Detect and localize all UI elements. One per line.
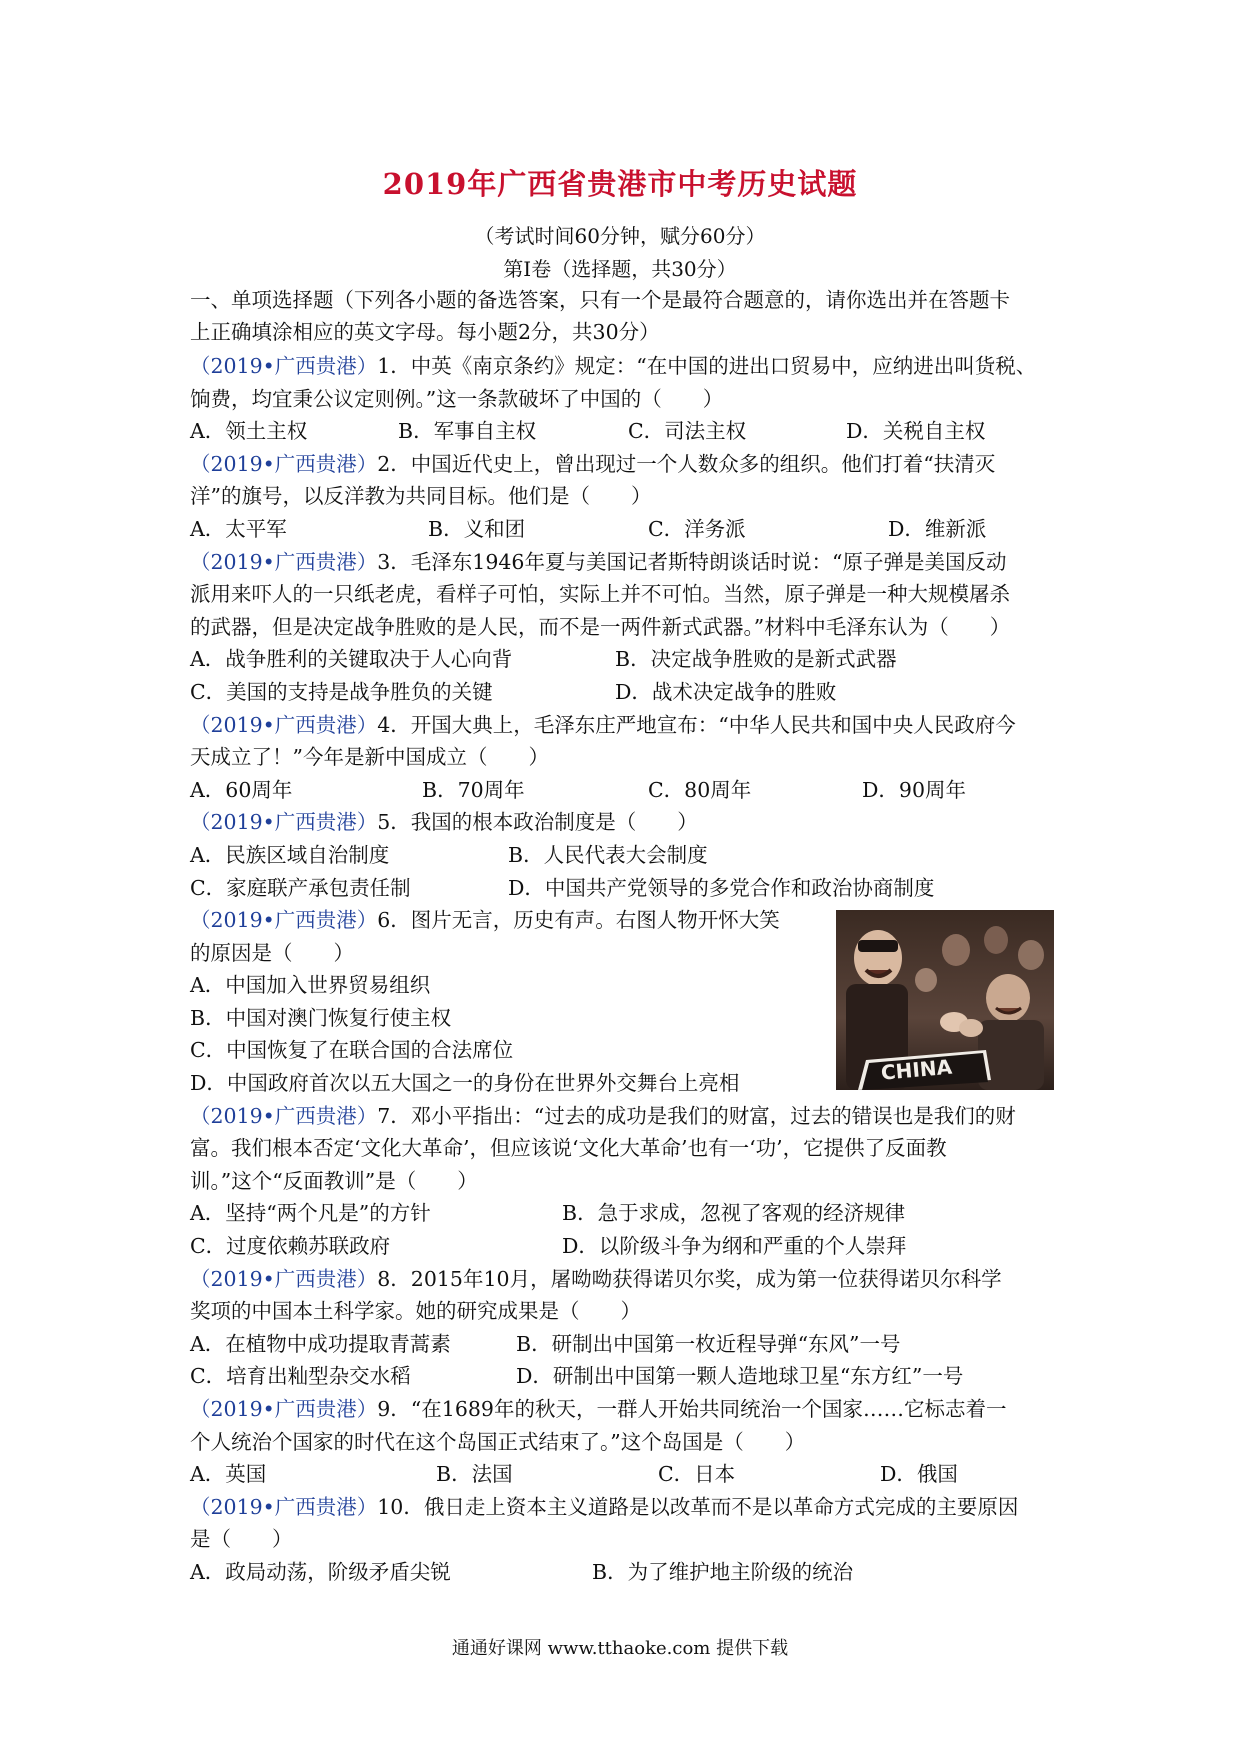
q5-options-row-2 [190,872,1070,905]
q10-line-2 [190,1523,1070,1556]
q7-line-3 [190,1165,1070,1198]
q9-stem-2: 个人统治个国家的时代在这个岛国正式结束了。”这个岛国是（ ） [190,1429,806,1454]
q8-options-row-1 [190,1328,1070,1361]
q3-line-3 [190,611,1070,644]
q9-option-a: A．英国 [190,1462,267,1487]
part-heading: 第Ⅰ卷（选择题，共30分） [503,257,737,281]
q5-line-1 [190,806,1070,839]
q1-option-c: C．司法主权 [628,419,747,444]
q4-stem-1: 4．开国大典上，毛泽东庄严地宣布：“中华人民共和国中央人民政府今 [377,712,1016,737]
page-title: 2019年广西省贵港市中考历史试题 [382,167,858,201]
q5-option-d: D．中国共产党领导的多党合作和政治协商制度 [508,875,935,900]
q1-option-a: A．领土主权 [190,419,308,444]
q10-options [190,1556,1070,1589]
photo-plaque-text: CHINA [880,1054,953,1085]
q7-stem-3: 训。”这个“反面教训”是（ ） [190,1168,478,1193]
q4-source: （2019•广西贵港） [190,712,378,737]
exam-info: （考试时间60分钟，赋分60分） [474,224,766,248]
q3-options-row-2 [190,676,1070,709]
q1-option-d: D．关税自主权 [846,419,986,444]
q1-option-b: B．军事自主权 [398,419,537,444]
q7-option-b: B．急于求成，忽视了客观的经济规律 [562,1201,906,1226]
q5-option-c: C．家庭联产承包责任制 [190,875,411,900]
q8-option-a: A．在植物中成功提取青蒿素 [190,1331,451,1356]
q10-stem-2: 是（ ） [190,1527,293,1552]
q1-source: （2019•广西贵港） [190,354,378,378]
q2-line-1 [190,448,1070,481]
q9-source: （2019•广西贵港） [190,1397,378,1421]
q1-stem-2: 饷费，均宜秉公议定则例。”这一条款破坏了中国的（ ） [190,386,724,411]
q6-option-d: D．中国政府首次以五大国之一的身份在世界外交舞台上亮相 [190,1071,740,1096]
q9-stem-1: 9．“在1689年的秋天，一群人开始共同统治一个国家……它标志着一 [377,1397,1007,1421]
q3-options-row-1 [190,643,1070,676]
q2-option-a: A．太平军 [190,516,287,541]
q7-option-c: C．过度依赖苏联政府 [190,1234,391,1259]
q2-stem-1: 2．中国近代史上，曾出现过一个人数众多的组织。他们打着“扶清灭 [377,451,996,476]
q8-option-b: B．研制出中国第一枚近程导弹“东风”一号 [516,1331,901,1356]
q3-option-d: D．战术决定战争的胜败 [615,679,837,704]
q2-source: （2019•广西贵港） [190,451,378,476]
q5-stem-1: 5．我国的根本政治制度是（ ） [377,810,698,835]
photo-illustration [836,910,1054,1090]
q4-option-b: B．70周年 [422,777,525,802]
q3-option-a: A．战争胜利的关键取决于人心向背 [190,647,513,672]
q5-option-a: A．民族区域自治制度 [190,842,390,867]
q6-option-b: B．中国对澳门恢复行使主权 [190,1005,452,1030]
q10-stem-1: 10．俄日走上资本主义道路是以改革而不是以革命方式完成的主要原因 [377,1494,1019,1519]
q8-options-row-2 [190,1360,1070,1393]
q3-stem-3: 的武器，但是决定战争胜败的是人民，而不是一两件新式武器。”材料中毛泽东认为（ ） [190,614,1011,639]
section-instructions [190,284,1070,348]
q9-option-d: D．俄国 [880,1462,958,1487]
q5-option-b: B．人民代表大会制度 [508,842,708,867]
q9-line-1 [190,1393,1070,1426]
q6-stem-1: 6．图片无言，历史有声。右图人物开怀大笑 [377,908,780,933]
section-line-2: 上正确填涂相应的英文字母。每小题2分，共30分） [190,320,660,344]
q8-stem-2: 奖项的中国本土科学家。她的研究成果是（ ） [190,1299,641,1324]
q6-option-a: A．中国加入世界贸易组织 [190,973,431,998]
q5-source: （2019•广西贵港） [190,810,378,835]
footer: 通通好课网 www.tthaoke.com 提供下载 [451,1638,789,1659]
q8-option-d: D．研制出中国第一颗人造地球卫星“东方红”一号 [516,1364,964,1389]
q10-option-a: A．政局动荡，阶级矛盾尖锐 [190,1559,451,1584]
q8-source: （2019•广西贵港） [190,1266,378,1291]
q7-options-row-2 [190,1230,1070,1263]
q9-options [190,1458,1070,1491]
q4-stem-2: 天成立了！”今年是新中国成立（ ） [190,745,549,770]
q5-options-row-1 [190,839,1070,872]
q10-option-b: B．为了维护地主阶级的统治 [592,1559,854,1584]
q1-options [190,415,1070,448]
q7-line-2 [190,1132,1070,1165]
q2-options [190,513,1070,546]
q1-line-1 [190,350,1070,383]
q4-option-a: A．60周年 [190,777,293,802]
q7-options-row-1 [190,1197,1070,1230]
q2-option-d: D．维新派 [888,516,987,541]
q6-option-c: C．中国恢复了在联合国的合法席位 [190,1038,514,1063]
q2-line-2 [190,480,1070,513]
q1-line-2 [190,383,1070,416]
q2-option-c: C．洋务派 [648,516,746,541]
q2-stem-2: 洋”的旗号，以反洋教为共同目标。他们是（ ） [190,484,652,509]
q6-stem-2: 的原因是（ ） [190,940,354,965]
q7-stem-2: 富。我们根本否定‘文化大革命’，但应该说‘文化大革命’也有一‘功’，它提供了反面教 [190,1136,947,1161]
q8-option-c: C．培育出籼型杂交水稻 [190,1364,411,1389]
historical-photo [836,910,1054,1090]
q2-option-b: B．义和团 [428,516,526,541]
q4-option-c: C．80周年 [648,777,752,802]
q8-stem-1: 8．2015年10月，屠呦呦获得诺贝尔奖，成为第一位获得诺贝尔科学 [377,1266,1002,1291]
q9-option-c: C．日本 [658,1462,736,1487]
q7-option-d: D．以阶级斗争为纲和严重的个人崇拜 [562,1234,907,1259]
q7-line-1 [190,1100,1070,1133]
q3-option-c: C．美国的支持是战争胜负的关键 [190,679,493,704]
q8-line-2 [190,1295,1070,1328]
q1-stem-1: 1．中英《南京条约》规定：“在中国的进出口贸易中，应纳进出叫货税、 [377,354,1037,378]
q8-line-1 [190,1263,1070,1296]
q3-line-1 [190,546,1070,579]
q7-source: （2019•广西贵港） [190,1103,378,1128]
q4-option-d: D．90周年 [862,777,967,802]
q10-line-1 [190,1491,1070,1524]
q9-line-2 [190,1426,1070,1459]
q3-line-2 [190,578,1070,611]
section-line-1: 一、单项选择题（下列各小题的备选答案，只有一个是最符合题意的，请你选出并在答题卡 [190,288,1010,312]
q3-stem-2: 派用来吓人的一只纸老虎，看样子可怕，实际上并不可怕。当然，原子弹是一种大规模屠杀 [190,582,1010,607]
q4-options [190,774,1070,807]
q9-option-b: B．法国 [436,1462,513,1487]
q4-line-2 [190,741,1070,774]
q3-stem-1: 3．毛泽东1946年夏与美国记者斯特朗谈话时说：“原子弹是美国反动 [377,549,1007,574]
q3-option-b: B．决定战争胜败的是新式武器 [615,647,897,672]
q6-source: （2019•广西贵港） [190,908,378,933]
q7-option-a: A．坚持“两个凡是”的方针 [190,1201,431,1226]
q3-source: （2019•广西贵港） [190,549,378,574]
q10-source: （2019•广西贵港） [190,1494,378,1519]
q7-stem-1: 7．邓小平指出：“过去的成功是我们的财富，过去的错误也是我们的财 [377,1103,1016,1128]
q4-line-1 [190,709,1070,742]
